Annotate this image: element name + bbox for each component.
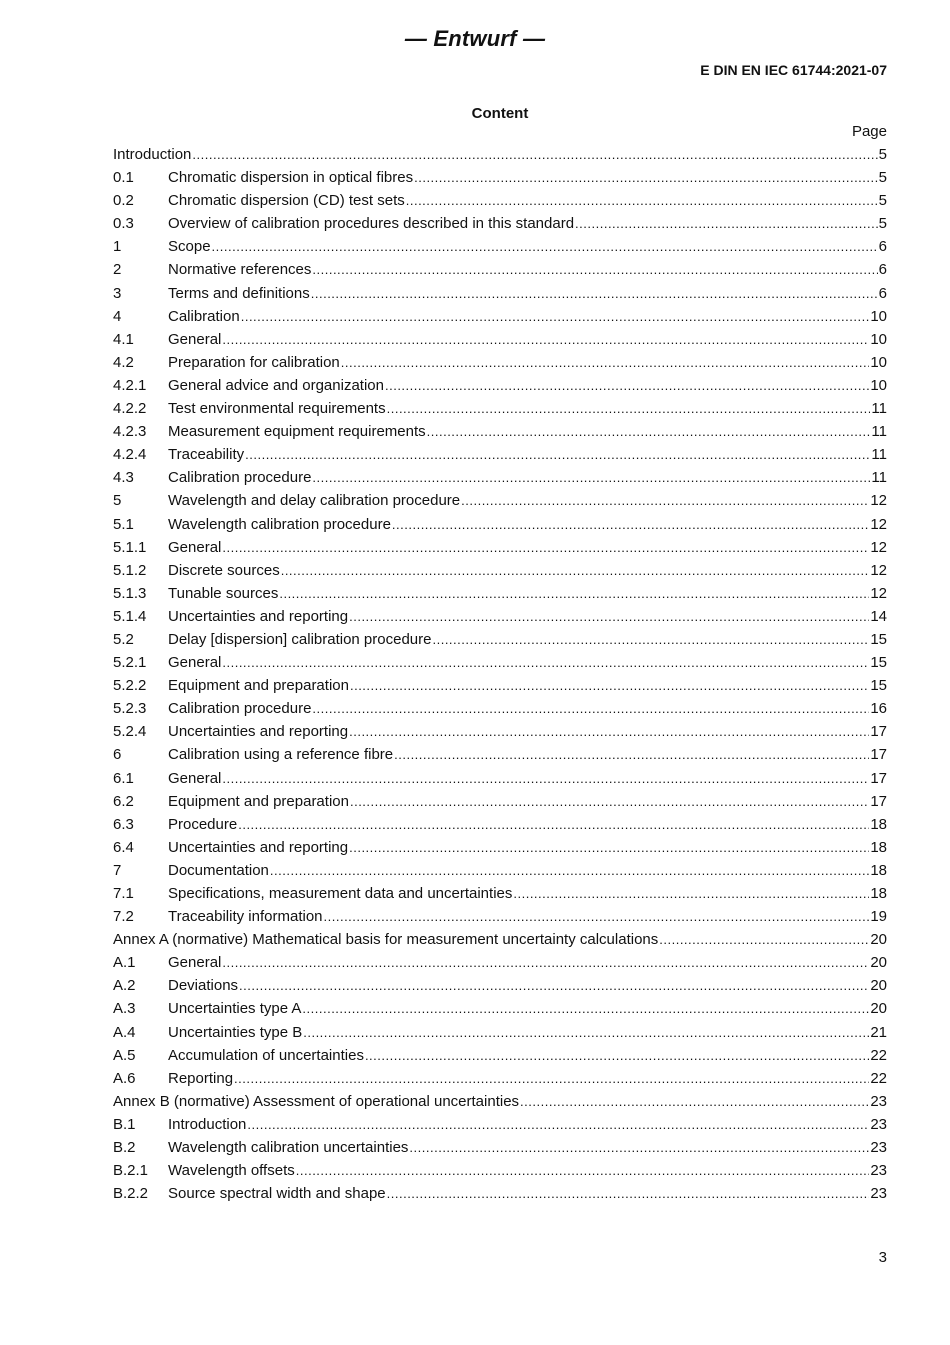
toc-entry-title: Uncertainties and reporting (168, 723, 349, 741)
toc-entry-page: 18 (870, 838, 887, 856)
dot-leader (349, 836, 869, 859)
dot-leader (394, 743, 869, 766)
toc-entry-number: 7.2 (113, 908, 134, 926)
toc-entry-title: Terms and definitions (168, 284, 310, 302)
dot-leader (312, 258, 877, 281)
toc-entry[interactable] (113, 1044, 887, 1067)
toc-entry[interactable] (113, 997, 887, 1020)
dot-leader (349, 605, 869, 628)
dot-leader (427, 420, 871, 443)
toc-entry[interactable] (113, 282, 887, 305)
toc-entry-page: 5 (878, 192, 887, 210)
dot-leader (296, 1159, 870, 1182)
toc-entry[interactable] (113, 351, 887, 374)
toc-entry[interactable] (113, 697, 887, 720)
dot-leader (312, 697, 869, 720)
toc-entry-number: 5.1.3 (113, 584, 147, 602)
toc-entry[interactable] (113, 651, 887, 674)
toc-title: Content (471, 105, 529, 122)
dot-leader (513, 882, 869, 905)
dot-leader (575, 212, 878, 235)
toc-entry-page: 17 (870, 746, 887, 764)
toc-entry-page: 20 (870, 931, 887, 949)
toc-entry-title: Specifications, measurement data and uncertainties (168, 885, 513, 902)
dot-leader (461, 489, 869, 512)
dot-leader (409, 1136, 869, 1159)
toc-entry-number: 4.3 (113, 469, 134, 487)
toc-entry-number: 5.2.2 (113, 677, 147, 695)
toc-entry-title: Chromatic dispersion (CD) test sets (168, 192, 405, 210)
dot-leader (392, 513, 869, 536)
toc-entry-number: 6 (113, 746, 122, 764)
toc-entry-title: Accumulation of uncertainties (168, 1046, 364, 1064)
toc-entry-title: Calibration using a reference fibre (168, 746, 394, 764)
toc-entry-number: 3 (113, 284, 122, 302)
toc-entry-page: 6 (878, 261, 887, 279)
dot-leader (302, 997, 869, 1020)
toc-entry-page: 6 (878, 238, 887, 256)
dot-leader (387, 1182, 870, 1205)
dot-leader (238, 813, 869, 836)
toc-entry-page: 21 (870, 1023, 887, 1041)
toc-entry-number: 5.1.2 (113, 561, 147, 579)
toc-entry-page: 10 (870, 307, 887, 325)
toc-entry-title: Uncertainties type B (168, 1023, 303, 1041)
toc-entry-title: Uncertainties and reporting (168, 838, 349, 856)
toc-entry[interactable] (113, 582, 887, 605)
dot-leader (245, 443, 870, 466)
toc-entry-title: Discrete sources (168, 561, 280, 579)
toc-entry-title: Introduction (113, 146, 192, 163)
toc-entry-title: Source spectral width and shape (168, 1185, 386, 1203)
toc-entry-page: 17 (870, 723, 887, 741)
dot-leader (279, 582, 869, 605)
toc-entry-number: 5.1.1 (113, 538, 147, 556)
dot-leader (414, 166, 878, 189)
toc-entry[interactable] (113, 720, 887, 743)
toc-entry-number: B.2 (113, 1139, 136, 1157)
toc-entry-number: 4.2 (113, 353, 134, 371)
toc-entry-number: 4.2.2 (113, 400, 147, 418)
toc-entry-title: Measurement equipment requirements (168, 423, 426, 441)
toc-entry[interactable] (113, 1113, 887, 1136)
toc-entry-title: General (168, 769, 222, 787)
toc-entry[interactable] (113, 1021, 887, 1044)
toc-entry[interactable] (113, 767, 887, 790)
toc-entry-number: B.1 (113, 1115, 136, 1133)
toc-entry-number: 5.2 (113, 630, 134, 648)
toc-entry[interactable] (113, 513, 887, 536)
toc-entry-page: 19 (870, 908, 887, 926)
dot-leader (222, 767, 869, 790)
toc-entry-number: 4.2.1 (113, 376, 147, 394)
toc-entry-page: 22 (870, 1046, 887, 1064)
toc-entry-number: A.2 (113, 977, 136, 995)
dot-leader (365, 1044, 869, 1067)
dot-leader (239, 974, 869, 997)
toc-entry[interactable] (113, 813, 887, 836)
toc-entry-page: 20 (870, 954, 887, 972)
dot-leader (222, 651, 869, 674)
toc-entry-number: 6.2 (113, 792, 134, 810)
toc-entry-page: 12 (870, 515, 887, 533)
toc-entry-title: Delay [dispersion] calibration procedure (168, 630, 432, 648)
page-column-label: Page (851, 123, 887, 140)
toc-entry[interactable] (113, 420, 887, 443)
toc-entry-page: 18 (870, 861, 887, 879)
dot-leader (311, 282, 878, 305)
toc-entry-page: 23 (870, 1185, 887, 1203)
toc-entry-title: Procedure (168, 815, 238, 833)
dot-leader (234, 1067, 869, 1090)
toc-entry-number: 6.3 (113, 815, 134, 833)
toc-entry[interactable] (113, 536, 887, 559)
toc-entry[interactable] (113, 951, 887, 974)
toc-entry[interactable] (113, 328, 887, 351)
toc-entry-number: 4.1 (113, 330, 134, 348)
toc-entry-page: 12 (870, 538, 887, 556)
toc-entry[interactable] (113, 882, 887, 905)
toc-entry[interactable] (113, 790, 887, 813)
toc-entry-title: Wavelength calibration procedure (168, 515, 391, 533)
toc-entry-number: 5 (113, 492, 122, 510)
toc-entry-title: Normative references (168, 261, 312, 279)
toc-entry[interactable] (113, 628, 887, 651)
toc-entry-title: Reporting (168, 1069, 234, 1087)
toc-entry-page: 15 (870, 654, 887, 672)
toc-entry[interactable] (113, 443, 887, 466)
toc-entry-number: 5.1.4 (113, 607, 147, 625)
toc-entry-number: A.6 (113, 1069, 136, 1087)
toc-entry-page: 12 (870, 492, 887, 510)
dot-leader (270, 859, 869, 882)
toc-entry-title: Chromatic dispersion in optical fibres (168, 169, 414, 187)
toc-entry-number: A.5 (113, 1046, 136, 1064)
toc-entry[interactable] (113, 605, 887, 628)
toc-entry-page: 23 (870, 1139, 887, 1157)
toc-entry-page: 11 (871, 469, 887, 487)
toc-entry-page: 10 (870, 353, 887, 371)
toc-entry[interactable] (113, 189, 887, 212)
toc-entry[interactable] (113, 374, 887, 397)
toc-entry[interactable] (113, 1067, 887, 1090)
dot-leader (659, 928, 869, 951)
toc-entry[interactable] (113, 1182, 887, 1205)
toc-entry-number: 7 (113, 861, 122, 879)
toc-entry-title: Documentation (168, 861, 269, 879)
toc-entry-title: General (168, 330, 222, 348)
toc-entry-number: 4.2.4 (113, 446, 147, 464)
toc-entry-number: 4.2.3 (113, 423, 147, 441)
toc-entry-page: 15 (870, 630, 887, 648)
dot-leader (350, 674, 869, 697)
toc-entry-number: B.2.1 (113, 1162, 149, 1180)
toc-entry[interactable] (113, 489, 887, 512)
toc-entry-title: General (168, 538, 222, 556)
dot-leader (222, 951, 869, 974)
toc-entry-page: 22 (870, 1069, 887, 1087)
dot-leader (349, 720, 869, 743)
dot-leader (312, 466, 870, 489)
toc-entry-page: 10 (870, 330, 887, 348)
toc-entry-title: Traceability (168, 446, 245, 464)
toc-entry-number: 7.1 (113, 885, 134, 902)
toc-entry-page: 11 (871, 446, 887, 464)
toc-entry-title: Introduction (168, 1115, 247, 1133)
toc-entry-page: 12 (870, 561, 887, 579)
toc-entry-title: Uncertainties and reporting (168, 607, 349, 625)
toc-entry-page: 20 (870, 1000, 887, 1018)
toc-entry-number: 6.1 (113, 769, 134, 787)
dot-leader (432, 628, 869, 651)
toc-entry-title: Tunable sources (168, 584, 279, 602)
toc-entry[interactable] (113, 674, 887, 697)
toc-entry-number: 4 (113, 307, 122, 325)
toc-entry-page: 10 (870, 376, 887, 394)
toc-entry[interactable] (113, 1159, 887, 1182)
dot-leader (387, 397, 871, 420)
dot-leader (303, 1021, 869, 1044)
toc-entry[interactable] (113, 559, 887, 582)
dot-leader (385, 374, 869, 397)
toc-entry-number: 0.3 (113, 215, 134, 233)
toc-entry-number: 5.2.1 (113, 654, 147, 672)
document-id: E DIN EN IEC 61744:2021-07 (700, 62, 887, 78)
toc-entry-number: A.1 (113, 954, 136, 972)
toc-entry-number: B.2.2 (113, 1185, 149, 1203)
toc-entry-page: 14 (870, 607, 887, 625)
toc-entry-page: 20 (870, 977, 887, 995)
toc-entry-page: 5 (878, 146, 887, 163)
toc-entry-title: Uncertainties type A (168, 1000, 302, 1018)
toc-entry[interactable] (113, 836, 887, 859)
toc-entry-page: 12 (870, 584, 887, 602)
toc-entry-number: 1 (113, 238, 122, 256)
toc-entry[interactable] (113, 212, 887, 235)
toc-entry-number: A.3 (113, 1000, 136, 1018)
dot-leader (350, 790, 869, 813)
toc-entry-page: 11 (871, 400, 887, 418)
dot-leader (222, 328, 869, 351)
toc-entry[interactable] (113, 743, 887, 766)
toc-entry-title: Wavelength and delay calibration procedure (168, 492, 461, 510)
toc-entry-number: 0.1 (113, 169, 134, 187)
toc-entry-title: Preparation for calibration (168, 353, 340, 371)
toc-entry[interactable] (113, 166, 887, 189)
toc-entry-title: Scope (168, 238, 211, 256)
toc-entry-page: 5 (878, 169, 887, 187)
toc-entry-title: Calibration procedure (168, 700, 312, 718)
toc-entry-title: Test environmental requirements (168, 400, 386, 418)
toc-entry-number: 5.2.4 (113, 723, 147, 741)
toc-entry-title: Deviations (168, 977, 239, 995)
toc-entry-page: 17 (870, 769, 887, 787)
toc-entry[interactable] (113, 859, 887, 882)
toc-entry[interactable] (113, 305, 887, 328)
dot-leader (281, 559, 870, 582)
toc-entry[interactable] (113, 1090, 887, 1113)
toc-entry-number: 2 (113, 261, 122, 279)
toc-entry[interactable] (113, 928, 887, 951)
dot-leader (406, 189, 878, 212)
toc-entry[interactable] (113, 235, 887, 258)
toc-entry-title: Traceability information (168, 908, 323, 926)
toc-entry-number: 5.2.3 (113, 700, 147, 718)
toc-entry-page: 23 (870, 1092, 887, 1110)
toc-entry-number: 0.2 (113, 192, 134, 210)
toc-entry-title: General (168, 954, 222, 972)
toc-entry-page: 18 (870, 815, 887, 833)
toc-entry-page: 16 (870, 700, 887, 718)
toc-entry-page: 5 (878, 215, 887, 233)
dot-leader (520, 1090, 869, 1113)
toc-entry-number: A.4 (113, 1023, 136, 1041)
table-of-contents (113, 143, 887, 1205)
draft-label: — Entwurf — (404, 26, 546, 51)
dot-leader (247, 1113, 869, 1136)
toc-entry-title: General (168, 654, 222, 672)
toc-entry-page: 6 (878, 284, 887, 302)
toc-entry[interactable] (113, 466, 887, 489)
toc-entry-title: Equipment and preparation (168, 792, 349, 810)
toc-entry-title: Annex B (normative) Assessment of operational uncertainties (113, 1092, 520, 1110)
toc-entry-title: Calibration (168, 307, 240, 325)
toc-entry[interactable] (113, 143, 887, 166)
dot-leader (241, 305, 870, 328)
toc-entry-page: 15 (870, 677, 887, 695)
page-number: 3 (878, 1249, 887, 1266)
dot-leader (324, 905, 870, 928)
toc-entry-page: 11 (871, 423, 887, 441)
toc-entry-page: 23 (870, 1162, 887, 1180)
toc-entry[interactable] (113, 397, 887, 420)
toc-entry-page: 18 (870, 885, 887, 902)
toc-entry[interactable] (113, 1136, 887, 1159)
toc-entry-title: Overview of calibration procedures described in this standard (168, 215, 575, 233)
toc-entry-title: Equipment and preparation (168, 677, 349, 695)
dot-leader (341, 351, 870, 374)
toc-entry[interactable] (113, 974, 887, 997)
toc-entry-number: 5.1 (113, 515, 134, 533)
toc-entry[interactable] (113, 258, 887, 281)
toc-entry-title: Calibration procedure (168, 469, 312, 487)
toc-entry-page: 17 (870, 792, 887, 810)
toc-entry-number: 6.4 (113, 838, 134, 856)
toc-entry[interactable] (113, 905, 887, 928)
toc-entry-page: 23 (870, 1115, 887, 1133)
toc-entry-title: Wavelength offsets (168, 1162, 295, 1180)
toc-entry-title: General advice and organization (168, 376, 384, 394)
toc-entry-title: Annex A (normative) Mathematical basis for measurement uncertainty calculations (113, 931, 659, 949)
toc-entry-title: Wavelength calibration uncertainties (168, 1139, 409, 1157)
dot-leader (192, 143, 877, 166)
dot-leader (222, 536, 869, 559)
dot-leader (212, 235, 878, 258)
